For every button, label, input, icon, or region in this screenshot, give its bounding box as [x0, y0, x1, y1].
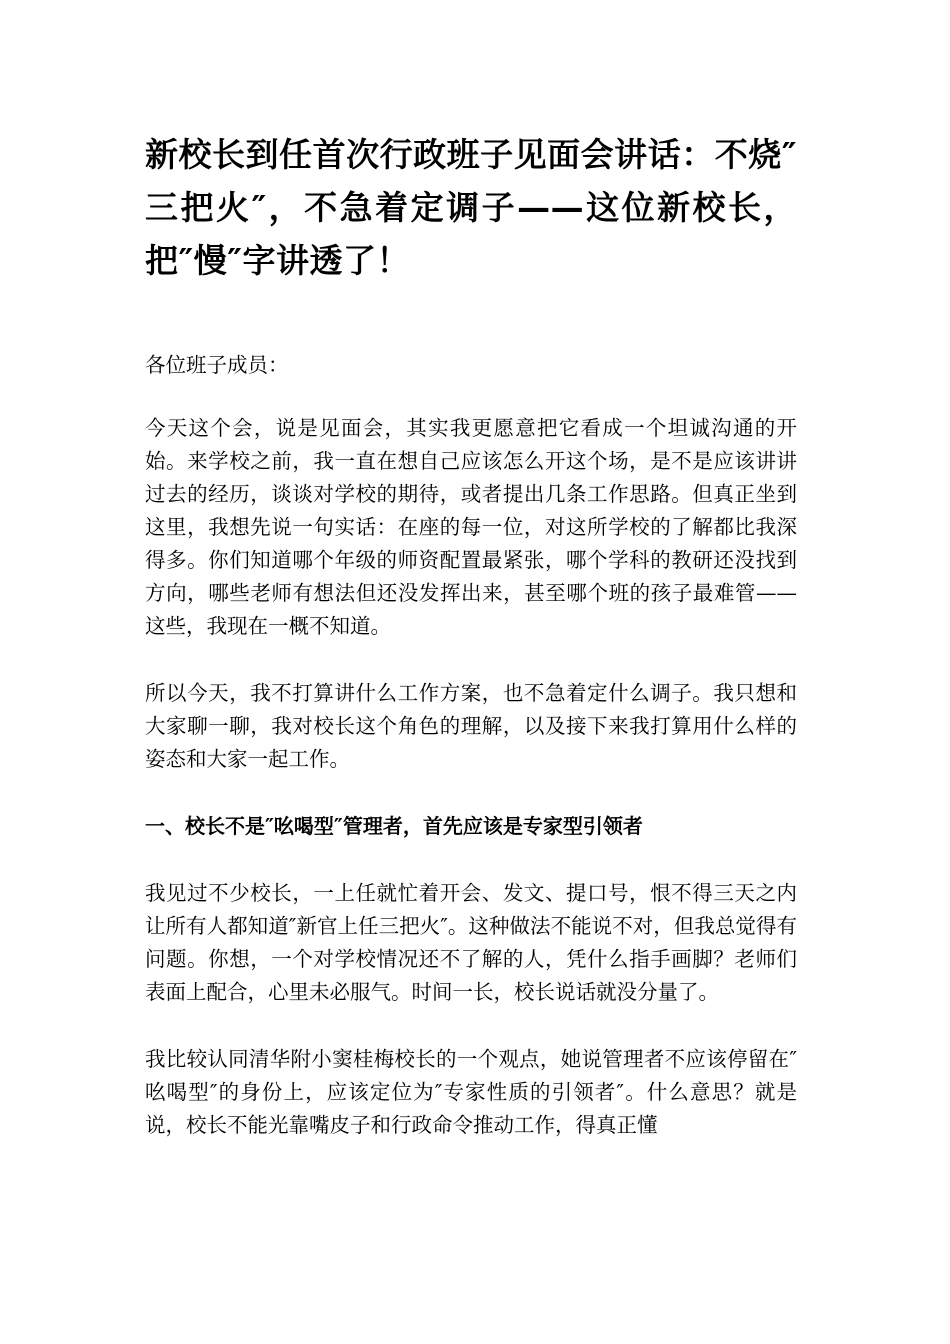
salutation: 各位班子成员：: [145, 353, 289, 377]
paragraph-3: 我见过不少校长，一上任就忙着开会、发文、提口号，恨不得三天之内让所有人都知道″新官上任三把火″。这种做法不能说不对，但我总觉得有问题。你想，一个对学校情况还不了解的人，凭什么指手画脚？老师们表面上配合，心里未必服气。时间一长，校长说话就没分量了。: [145, 881, 797, 1004]
paragraph-1: 今天这个会，说是见面会，其实我更愿意把它看成一个坦诚沟通的开始。来学校之前，我一直在想自己应该怎么开这个场，是不是应该讲讲过去的经历，谈谈对学校的期待，或者提出几条工作思路。但真正坐到这里，我想先说一句实话：在座的每一位，对这所学校的了解都比我深得多。你们知道哪个年级的师资配置最紧张，哪个学科的教研还没找到方向，哪些老师有想法但还没发挥出来，甚至哪个班的孩子最难管——这些，我现在一概不知道。: [145, 416, 797, 638]
document-title: 新校长到任首次行政班子见面会讲话：不烧″三把火″，不急着定调子——这位新校长，把″慢″字讲透了！: [145, 135, 797, 280]
paragraph-4: 我比较认同清华附小窦桂梅校长的一个观点，她说管理者不应该停留在″吆喝型″的身份上，应该定位为″专家性质的引领者″。什么意思？就是说，校长不能光靠嘴皮子和行政命令推动工作，得真正懂: [145, 1047, 797, 1137]
section-heading-1: 一、校长不是″吆喝型″管理者，首先应该是专家型引领者: [145, 814, 643, 838]
paragraph-2: 所以今天，我不打算讲什么工作方案，也不急着定什么调子。我只想和大家聊一聊，我对校长这个角色的理解，以及接下来我打算用什么样的姿态和大家一起工作。: [145, 681, 797, 771]
document-page: [145, 128, 797, 1142]
